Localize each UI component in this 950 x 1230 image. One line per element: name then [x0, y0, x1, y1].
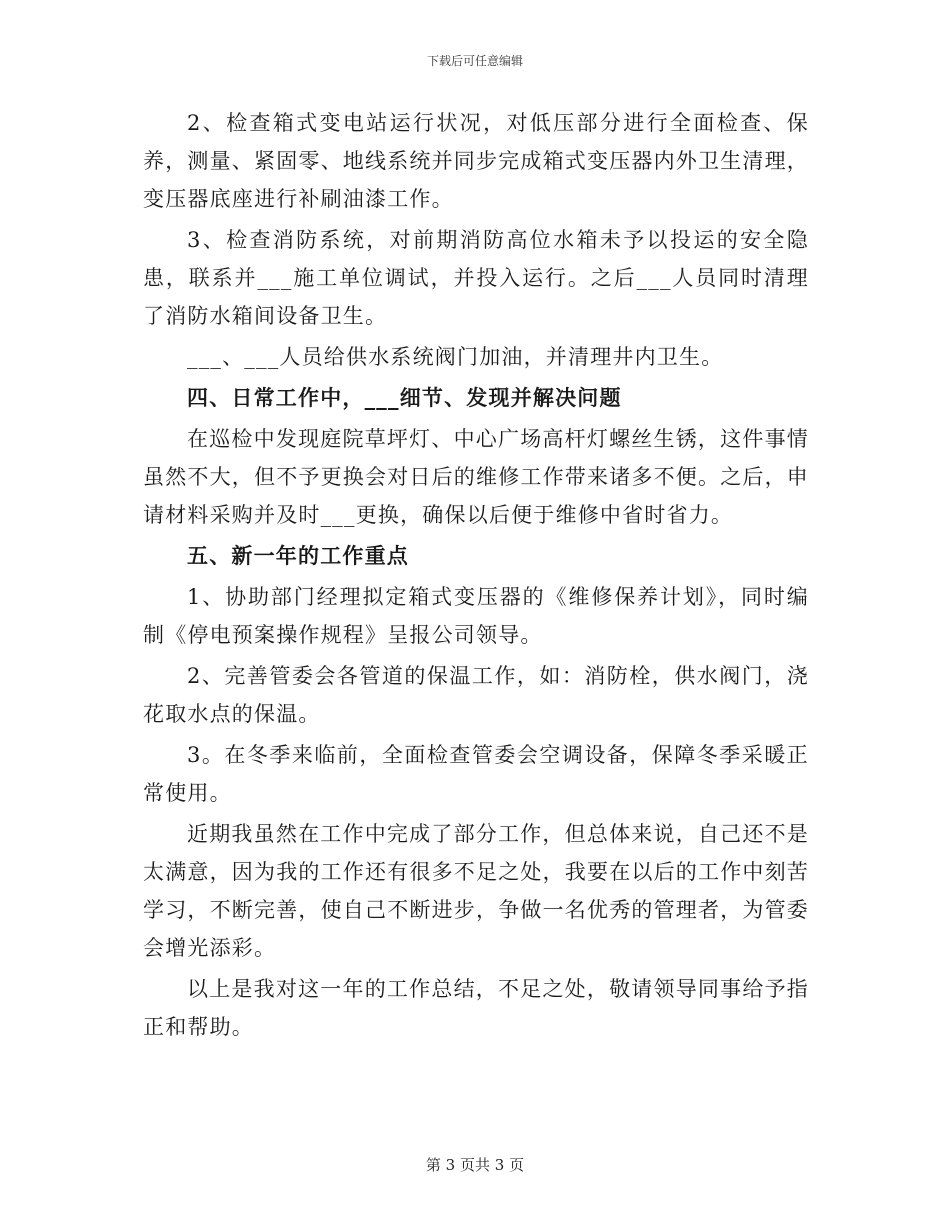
- page-number-footer: 第 3 页共 3 页: [425, 1156, 525, 1174]
- document-body: [143, 104, 809, 1049]
- paragraph-plan-3: 3。在冬季来临前，全面检查管委会空调设备，保障冬季采暖正常使用。: [143, 743, 809, 805]
- paragraph-item-2: 2、检查箱式变电站运行状况，对低压部分进行全面检查、保养，测量、紧固零、地线系统并同步完成箱式变压器内外卫生清理，变压器底座进行补刷油漆工作。: [143, 111, 809, 211]
- paragraph-plan-2: 2、完善管委会各管道的保温工作，如：消防栓，供水阀门，浇花取水点的保温。: [143, 664, 809, 726]
- paragraph-plan-1: 1、协助部门经理拟定箱式变压器的《维修保养计划》，同时编制《停电预案操作规程》呈报公司领导。: [143, 585, 809, 647]
- paragraph-inspection: 在巡检中发现庭院草坪灯、中心广场高杆灯螺丝生锈，这件事情虽然不大，但不予更换会对日后的维修工作带来诸多不便。之后，申请材料采购并及时___更换，确保以后便于维修中省时省力。: [143, 427, 809, 527]
- section-heading-new-year: 五、新一年的工作重点: [187, 543, 409, 568]
- paragraph-item-3: 3、检查消防系统，对前期消防高位水箱未予以投运的安全隐患，联系并___施工单位调试，并投入运行。之后___人员同时清理了消防水箱间设备卫生。: [143, 228, 809, 328]
- paragraph-item-4: ___、___人员给供水系统阀门加油，并清理井内卫生。: [187, 345, 724, 369]
- section-heading-daily-work: 四、日常工作中，___细节、发现并解决问题: [187, 385, 622, 410]
- paragraph-summary: 近期我虽然在工作中完成了部分工作，但总体来说，自己还不是太满意，因为我的工作还有很多不足之处，我要在以后的工作中刻苦学习，不断完善，使自己不断进步，争做一名优秀的管理者，为管委会增光添彩。: [143, 822, 809, 960]
- page-header-note: 下载后可任意编辑: [426, 54, 523, 68]
- paragraph-closing: 以上是我对这一年的工作总结，不足之处，敬请领导同事给予指正和帮助。: [143, 977, 809, 1039]
